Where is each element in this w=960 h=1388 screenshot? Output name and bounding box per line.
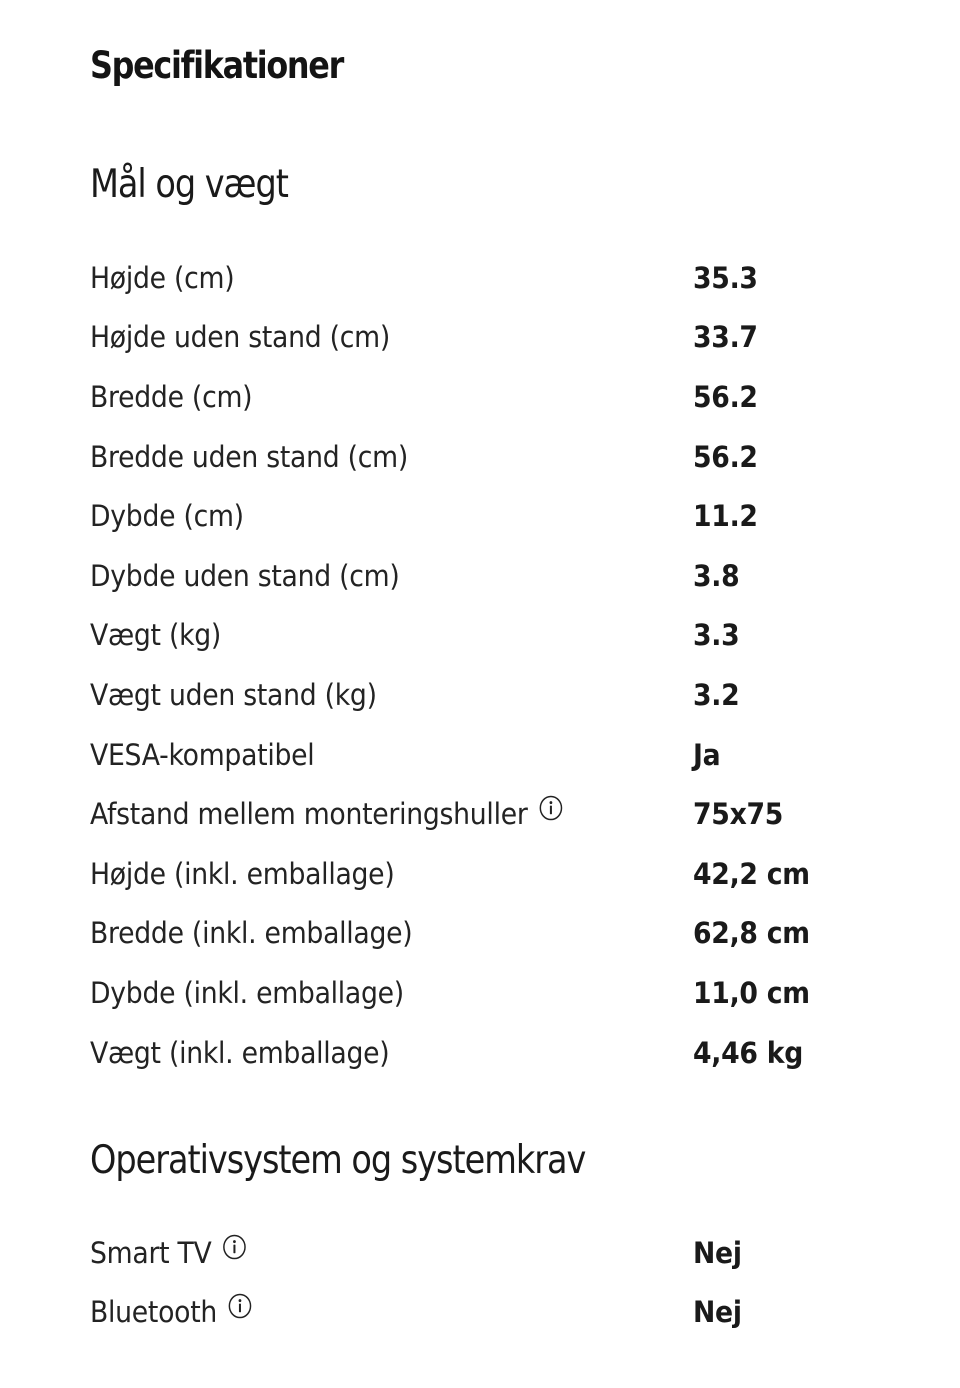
- spec-label-text: Højde uden stand (cm): [90, 320, 391, 355]
- spec-value: Nej: [693, 1295, 742, 1330]
- spec-label: [90, 678, 377, 712]
- spec-label-text: Bredde (inkl. emballage): [90, 916, 413, 951]
- spec-value: 4,46 kg: [693, 1035, 804, 1070]
- spec-label-text: Bredde uden stand (cm): [90, 439, 408, 474]
- spec-row: [90, 963, 910, 1023]
- spec-row: [90, 725, 910, 785]
- spec-label: [90, 916, 412, 950]
- spec-row: [90, 844, 910, 904]
- spec-row: [90, 904, 910, 964]
- spec-row: [90, 1023, 910, 1083]
- spec-label-text: Dybde (cm): [90, 499, 244, 534]
- spec-label-text: Vægt (inkl. emballage): [90, 1035, 390, 1070]
- info-icon[interactable]: [228, 1293, 252, 1319]
- spec-value: 56.2: [693, 439, 758, 474]
- spec-value: 33.7: [693, 320, 758, 355]
- spec-value: 11,0 cm: [693, 975, 810, 1010]
- spec-label-text: Højde (inkl. emballage): [90, 856, 395, 891]
- spec-label: [90, 976, 404, 1010]
- spec-label-text: Bredde (cm): [90, 379, 253, 414]
- spec-label-text: Afstand mellem monteringshuller: [90, 797, 528, 832]
- spec-label: [90, 857, 394, 891]
- spec-value: 75x75: [693, 797, 784, 832]
- spec-row: [90, 784, 910, 844]
- spec-label-text: Højde (cm): [90, 260, 235, 295]
- spec-label-text: Vægt uden stand (kg): [90, 677, 377, 712]
- spec-label-text: Dybde uden stand (cm): [90, 558, 400, 593]
- spec-label-text: Smart TV: [90, 1235, 212, 1270]
- page-title: Specifikationer: [90, 44, 343, 87]
- spec-label: [90, 1295, 252, 1329]
- info-icon[interactable]: [223, 1234, 247, 1260]
- spec-label: [90, 1036, 389, 1070]
- spec-row: [90, 367, 910, 427]
- spec-value: 62,8 cm: [693, 916, 810, 951]
- spec-label: [90, 440, 408, 474]
- spec-row: [90, 606, 910, 666]
- spec-row: [90, 1223, 910, 1283]
- spec-label-text: Dybde (inkl. emballage): [90, 975, 404, 1010]
- spec-list-os-requirements: [90, 1223, 910, 1342]
- spec-value: 11.2: [693, 499, 758, 534]
- spec-label: [90, 1236, 246, 1270]
- section-title-os-requirements: Operativsystem og systemkrav: [90, 1138, 586, 1183]
- spec-label: [90, 499, 244, 533]
- spec-value: 3.8: [693, 558, 740, 593]
- spec-value: 56.2: [693, 379, 758, 414]
- spec-row: [90, 486, 910, 546]
- spec-label: [90, 320, 390, 354]
- spec-label-text: Bluetooth: [90, 1295, 218, 1330]
- spec-row: [90, 308, 910, 368]
- spec-row: [90, 427, 910, 487]
- spec-label: [90, 618, 221, 652]
- spec-list-dimensions-weight: [90, 248, 910, 1082]
- spec-value: 42,2 cm: [693, 856, 810, 891]
- spec-row: [90, 665, 910, 725]
- spec-label: [90, 261, 234, 295]
- spec-value: Ja: [693, 737, 721, 772]
- spec-value: 35.3: [693, 260, 758, 295]
- spec-row: [90, 248, 910, 308]
- spec-value: 3.3: [693, 618, 740, 653]
- spec-label: [90, 797, 563, 831]
- spec-row: [90, 546, 910, 606]
- spec-value: 3.2: [693, 677, 740, 712]
- spec-label: [90, 559, 399, 593]
- section-title-dimensions-weight: Mål og vægt: [90, 162, 288, 207]
- info-icon[interactable]: [539, 795, 563, 821]
- spec-value: Nej: [693, 1235, 742, 1270]
- spec-label-text: VESA-kompatibel: [90, 737, 315, 772]
- spec-row: [90, 1283, 910, 1343]
- spec-label-text: Vægt (kg): [90, 618, 222, 653]
- spec-label: [90, 380, 252, 414]
- spec-label: [90, 738, 314, 772]
